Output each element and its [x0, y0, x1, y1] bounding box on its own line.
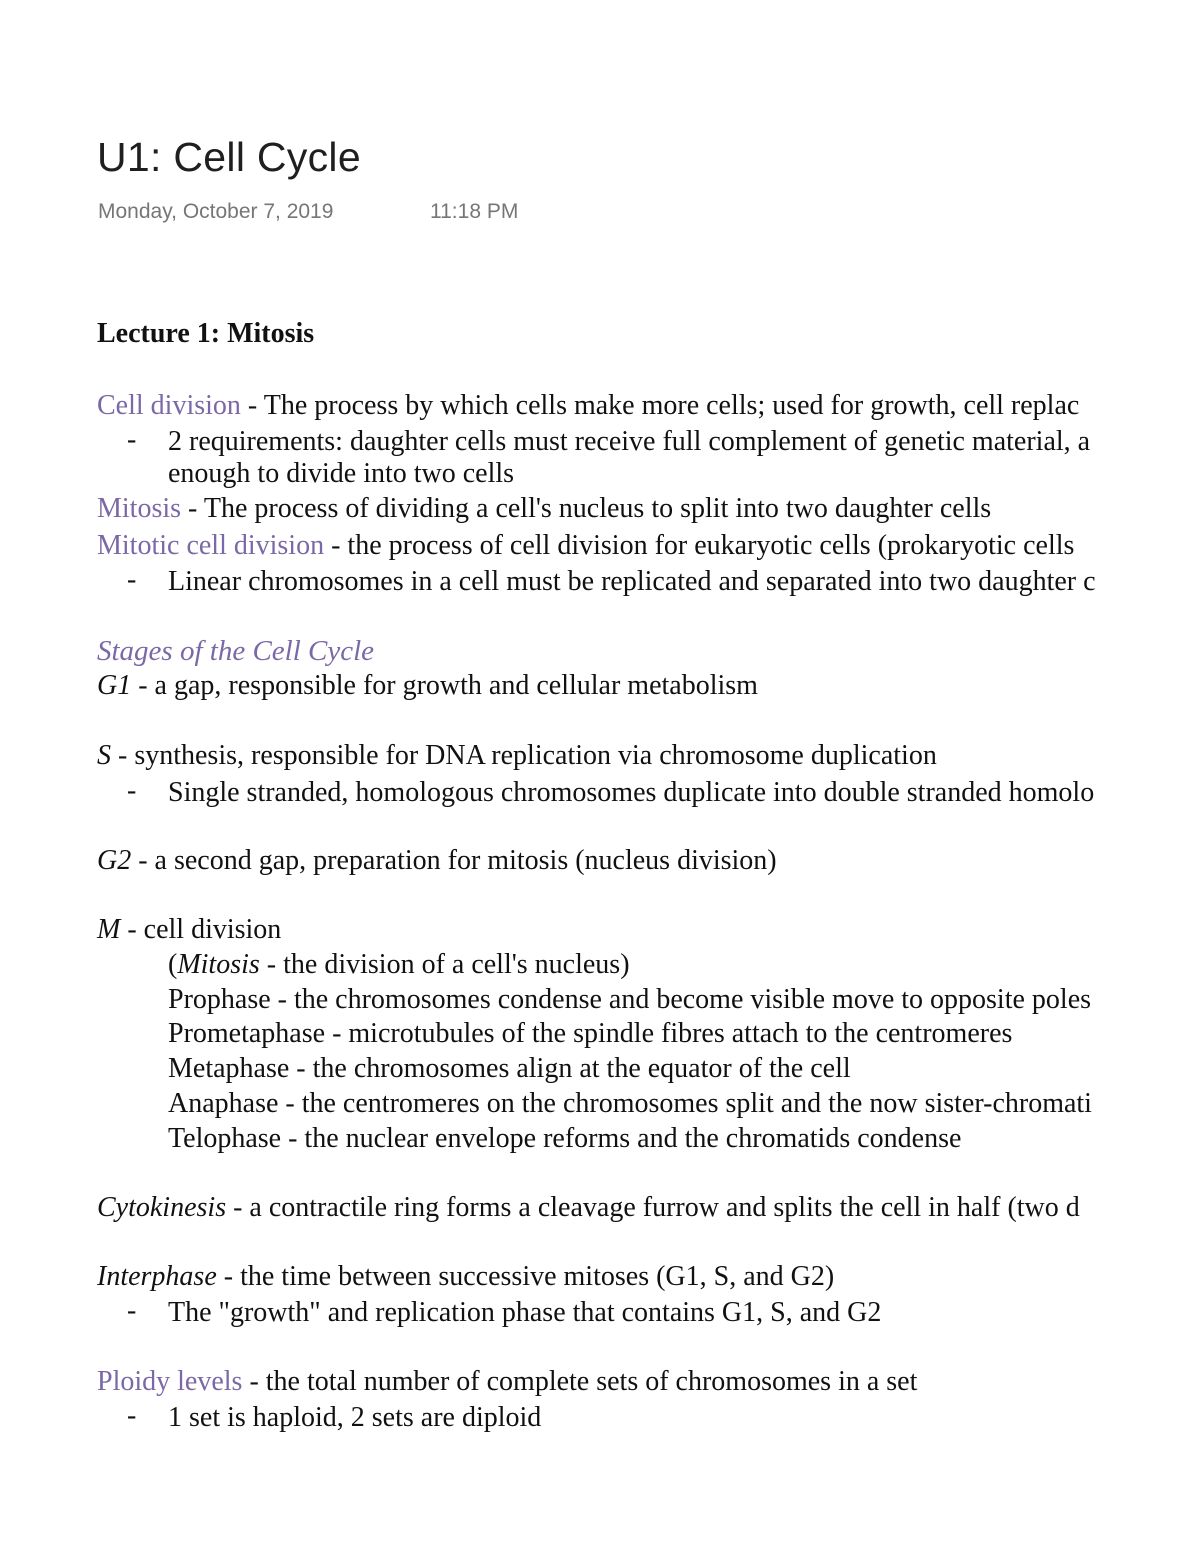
phase-prometaphase: Prometaphase - microtubules of the spindle fibres attach to the centromeres: [168, 1018, 1013, 1049]
bullet-text: Single stranded, homologous chromosomes duplicate into double stranded homolo: [168, 777, 1095, 808]
mitosis-subdefinition: [168, 951, 630, 979]
bullet-text: Linear chromosomes in a cell must be replicated and separated into two daughter c: [168, 566, 1096, 597]
term-mitosis: Mitosis: [97, 493, 182, 524]
note-time: 11:18 PM: [430, 200, 519, 223]
phase-metaphase: Metaphase - the chromosomes align at the equator of the cell: [168, 1053, 851, 1084]
term-s: S: [97, 740, 111, 771]
bullet-dash: -: [127, 775, 137, 806]
phase-telophase: Telophase - the nuclear envelope reforms and the chromatids condense: [168, 1123, 962, 1154]
bullet-text-continued: enough to divide into two cells: [168, 458, 515, 489]
term-interphase: Interphase: [97, 1261, 217, 1292]
term-g1: G1: [97, 670, 132, 701]
definition-interphase: [97, 1263, 834, 1291]
definition-text: - cell division: [120, 914, 282, 945]
stages-heading: Stages of the Cell Cycle: [97, 635, 375, 667]
bullet-dash: -: [127, 424, 137, 455]
definition-text: - a second gap, preparation for mitosis (nucleus division): [131, 845, 777, 876]
definition-g2: [97, 847, 777, 875]
definition-text: - a contractile ring forms a cleavage furrow and splits the cell in half (two d: [226, 1192, 1080, 1223]
definition-g1: [97, 672, 758, 700]
phase-prophase: Prophase - the chromosomes condense and become visible move to opposite poles: [168, 984, 1092, 1015]
page-title: U1: Cell Cycle: [97, 134, 361, 180]
definition-mitotic-cell-division: [97, 532, 1074, 560]
open-paren: (: [168, 949, 178, 980]
term-cell-division: Cell division: [97, 390, 241, 421]
bullet-dash: -: [127, 564, 137, 595]
term-m: M: [97, 914, 121, 945]
definition-text: - The process of dividing a cell's nucleus to split into two daughter cells: [181, 493, 992, 524]
definition-s: [97, 742, 937, 770]
definition-mitosis: [97, 495, 991, 523]
phase-anaphase: Anaphase - the centromeres on the chromosomes split and the now sister-chromati: [168, 1088, 1092, 1119]
definition-text: - a gap, responsible for growth and cellular metabolism: [131, 670, 758, 701]
bullet-text: The "growth" and replication phase that contains G1, S, and G2: [168, 1297, 882, 1328]
definition-text: - the total number of complete sets of chromosomes in a set: [242, 1366, 918, 1397]
definition-text: - synthesis, responsible for DNA replication via chromosome duplication: [111, 740, 937, 771]
definition-text: - The process by which cells make more cells; used for growth, cell replac: [240, 390, 1080, 421]
term-ploidy-levels: Ploidy levels: [97, 1366, 243, 1397]
bullet-text: 2 requirements: daughter cells must receive full complement of genetic material, a: [168, 426, 1091, 457]
bullet-dash: -: [127, 1400, 137, 1431]
bullet-dash: -: [127, 1295, 137, 1326]
term-cytokinesis: Cytokinesis: [97, 1192, 227, 1223]
bullet-text: 1 set is haploid, 2 sets are diploid: [168, 1402, 542, 1433]
definition-cell-division: [97, 392, 1079, 420]
note-date: Monday, October 7, 2019: [98, 200, 334, 223]
definition-ploidy-levels: [97, 1368, 917, 1396]
definition-text: - the time between successive mitoses (G1, S, and G2): [216, 1261, 835, 1292]
definition-m: [97, 916, 281, 944]
term-mitotic-cell-division: Mitotic cell division: [97, 530, 325, 561]
definition-text: - the division of a cell's nucleus): [259, 949, 630, 980]
term-g2: G2: [97, 845, 132, 876]
definition-text: - the process of cell division for eukaryotic cells (prokaryotic cells: [324, 530, 1075, 561]
lecture-heading: Lecture 1: Mitosis: [97, 318, 315, 349]
term-mitosis-sub: Mitosis: [177, 949, 260, 980]
definition-cytokinesis: [97, 1194, 1080, 1222]
